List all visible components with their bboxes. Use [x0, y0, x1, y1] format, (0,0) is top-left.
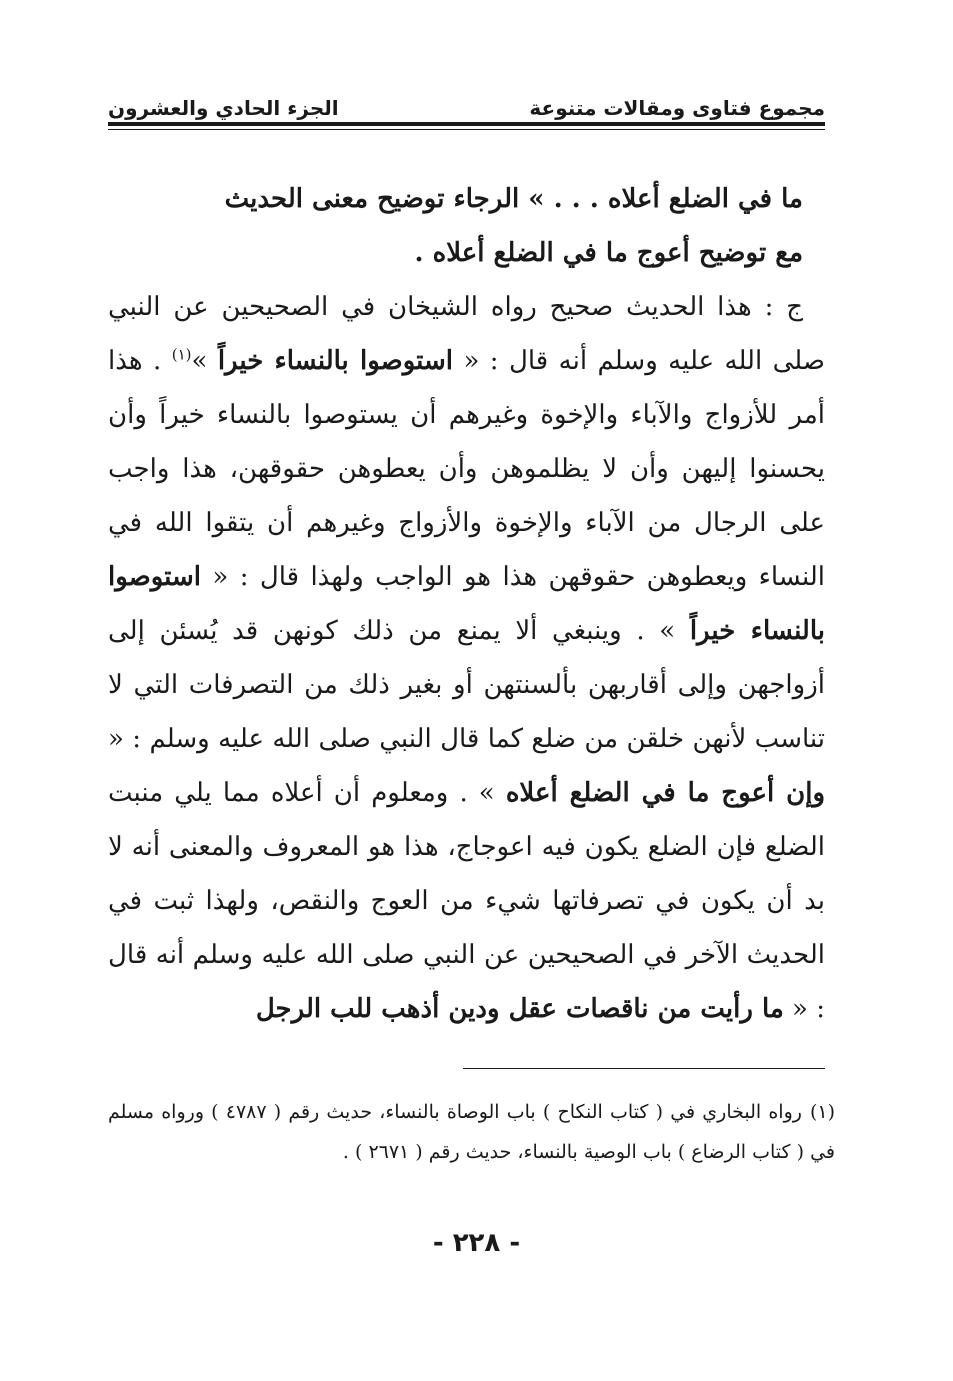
hadith-quote-3: وإن أعوج ما في الضلع أعلاه: [505, 778, 825, 808]
hadith-quote-1: استوصوا بالنساء خيراً: [217, 346, 454, 376]
hadith-quote-4: ما رأيت من ناقصات عقل ودين أذهب للب الرجل: [255, 994, 784, 1024]
main-text: [108, 172, 825, 1036]
footnote-separator: [463, 1068, 825, 1069]
question-text: [108, 172, 825, 280]
footnote-reference: (١): [171, 345, 192, 364]
answer-text: [108, 280, 825, 1036]
volume-title: الجزء الحادي والعشرون: [108, 96, 339, 120]
page-header: [108, 86, 825, 120]
page-number: - ٢٢٨ -: [432, 1228, 521, 1258]
answer-part-1: ج : هذا الحديث صحيح رواه الشيخان في الصحيحين عن النبي صلى الله عليه وسلم أنه قال : «: [108, 292, 825, 376]
question-line-1: ما في الضلع أعلاه . . . » الرجاء توضيح معنى الحديث: [224, 184, 803, 214]
answer-part-3: . هذا أمر للأزواج والآباء والإخوة وغيرهم أن يستوصوا بالنساء خيراً وأن يحسنوا إليهن وأن لا يظلموهن وأن يعطوهن حقوقهن، هذا واجب على الرجال من الآباء والإخوة والأزواج وغيرهم أن يتقوا الله في النساء ويعطوهن حقوقهن هذا هو الواجب ولهذا قال : «: [108, 346, 825, 592]
book-title: مجموع فتاوى ومقالات متنوعة: [529, 96, 825, 120]
footnote: [108, 1092, 835, 1172]
footnote-text: رواه البخاري في ( كتاب النكاح ) باب الوصاة بالنساء، حديث رقم ( ٤٧٨٧ ) ورواه مسلم في ( كتاب الرضاع ) باب الوصية بالنساء، حديث رقم ( ٢٦٧١ ) .: [108, 1101, 835, 1163]
answer-part-2: »: [191, 346, 218, 376]
answer-part-4: » . وينبغي ألا يمنع من ذلك كونهن قد يُسئن إلى أزواجهن وإلى أقاربهن بألسنتهن أو بغير ذلك من التصرفات التي لا تناسب لأنهن خلقن من ضلع كما قال النبي صلى الله عليه وسلم : «: [108, 616, 825, 754]
question-line-2: مع توضيح أعوج ما في الضلع أعلاه .: [414, 238, 803, 268]
header-rule-thick: [108, 122, 825, 126]
hadith-quote-2: استوصوا بالنساء خيراً: [108, 562, 825, 646]
answer-part-5: » . ومعلوم أن أعلاه مما يلي منبت الضلع فإن الضلع يكون فيه اعوجاج، هذا هو المعروف والمعنى أنه لا بد أن يكون في تصرفاتها شيء من العوج والنقص، ولهذا ثبت في الحديث الآخر في الصحيحين عن النبي صلى الله عليه وسلم أنه قال : «: [108, 778, 825, 1024]
header-rule-thin: [108, 129, 825, 130]
footnote-marker: (١): [809, 1101, 835, 1123]
